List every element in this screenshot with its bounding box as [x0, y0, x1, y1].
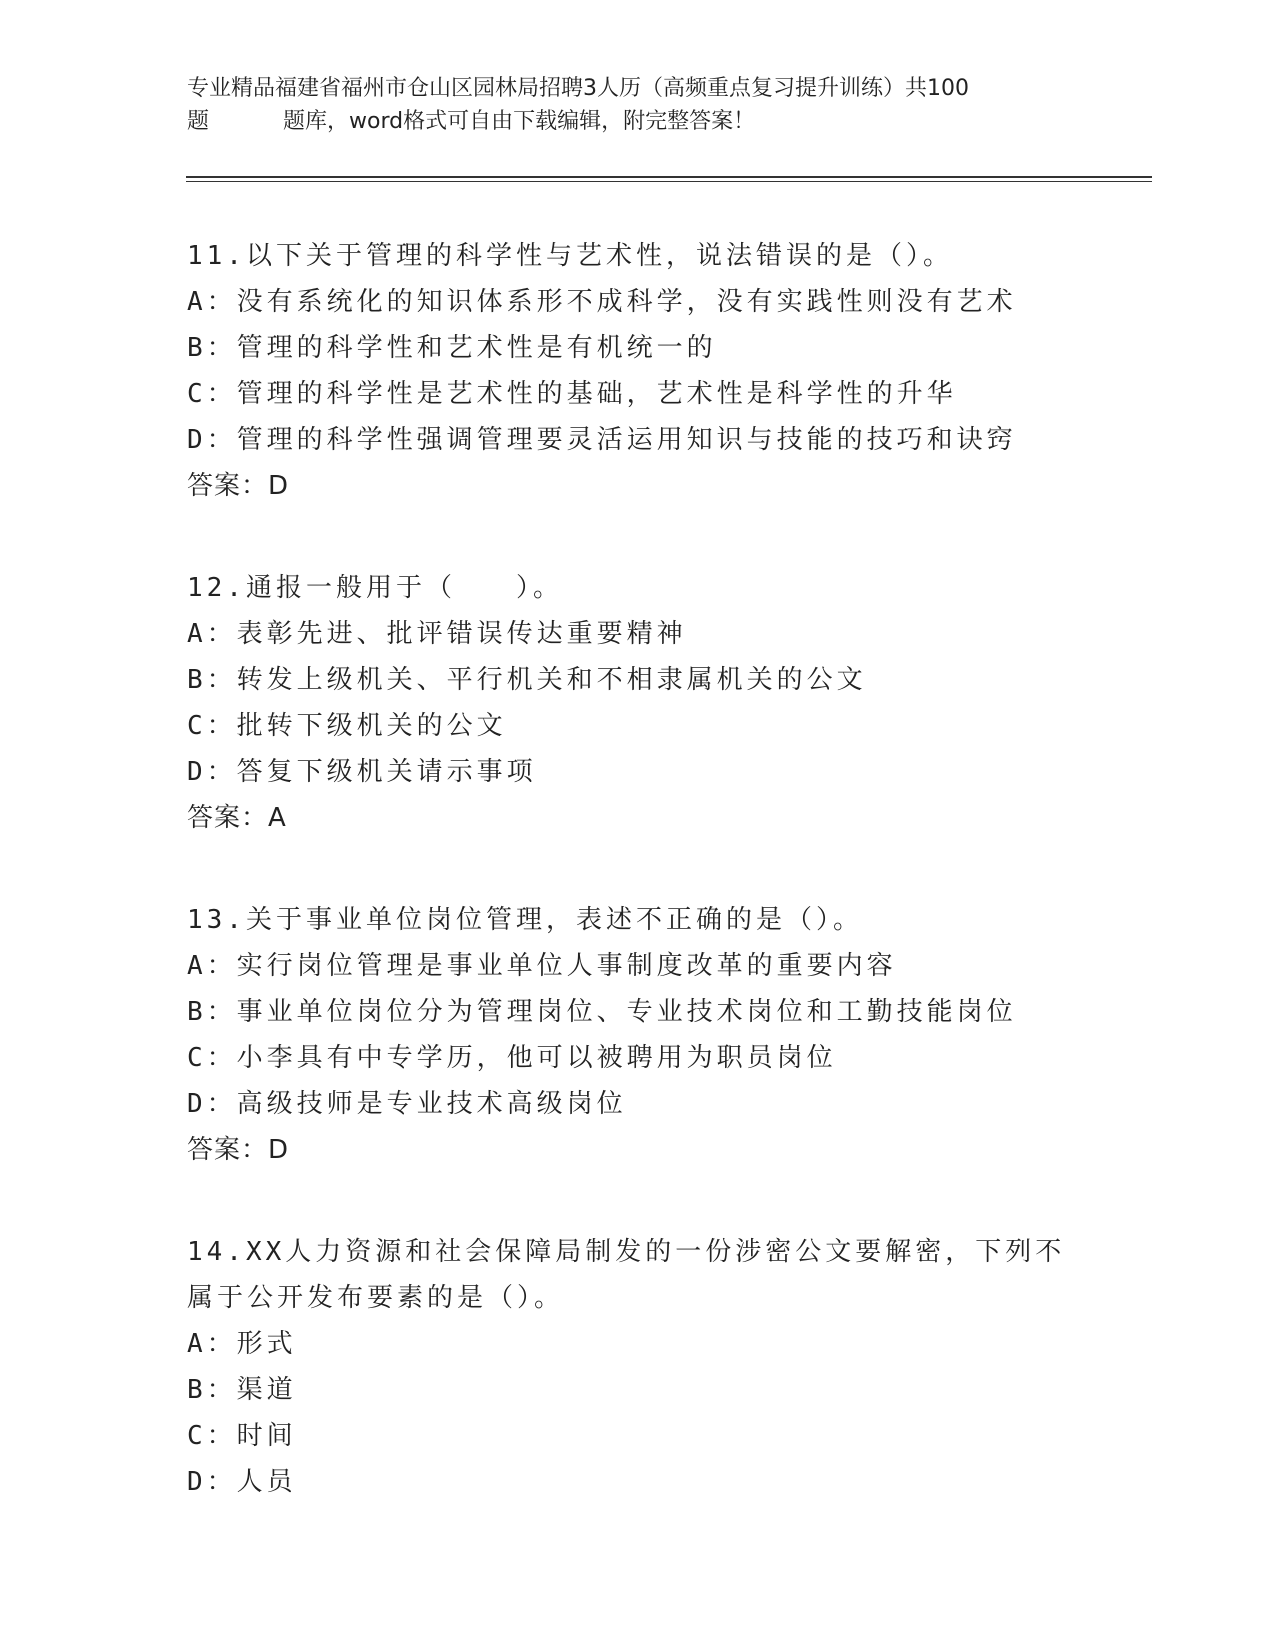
- question-block: [187, 1229, 1087, 1505]
- option-a: A：没有系统化的知识体系形不成科学，没有实践性则没有艺术: [187, 287, 1017, 317]
- header-line-2-left: 题: [187, 109, 210, 134]
- option-d: D：管理的科学性强调管理要灵活运用知识与技能的技巧和诀窍: [187, 425, 1017, 455]
- header-line-2-right: 题库，word格式可自由下载编辑，附完整答案！: [283, 109, 756, 134]
- option-a: A：实行岗位管理是事业单位人事制度改革的重要内容: [187, 951, 897, 981]
- option-b: B：事业单位岗位分为管理岗位、专业技术岗位和工勤技能岗位: [187, 997, 1017, 1027]
- answer-line: 答案：D: [187, 1135, 290, 1165]
- option-c: C：管理的科学性是艺术性的基础，艺术性是科学性的升华: [187, 379, 957, 409]
- header-divider: [186, 176, 1152, 182]
- question-stem: 12.通报一般用于（ ）。: [187, 573, 563, 603]
- option-b: B：管理的科学性和艺术性是有机统一的: [187, 333, 717, 363]
- answer-line: 答案：A: [187, 803, 287, 833]
- header-line-2: [187, 105, 1087, 138]
- option-c: C：时间: [187, 1421, 297, 1451]
- document-header: [187, 72, 1087, 138]
- option-c: C：小李具有中专学历，他可以被聘用为职员岗位: [187, 1043, 837, 1073]
- option-b: B：渠道: [187, 1375, 297, 1405]
- option-d: D：人员: [187, 1467, 297, 1497]
- option-c: C：批转下级机关的公文: [187, 711, 507, 741]
- question-block: [187, 233, 1087, 509]
- option-d: D：高级技师是专业技术高级岗位: [187, 1089, 627, 1119]
- question-block: [187, 565, 1087, 841]
- header-line-1: 专业精品福建省福州市仓山区园林局招聘3人历（高频重点复习提升训练）共100: [187, 76, 969, 101]
- question-stem: 14.XX人力资源和社会保障局制发的一份涉密公文要解密，下列不属于公开发布要素的是（）。: [187, 1237, 1066, 1313]
- option-b: B：转发上级机关、平行机关和不相隶属机关的公文: [187, 665, 867, 695]
- question-list: [187, 233, 1087, 1561]
- question-block: [187, 897, 1087, 1173]
- option-a: A：形式: [187, 1329, 297, 1359]
- answer-line: 答案：D: [187, 471, 290, 501]
- question-stem: 11.以下关于管理的科学性与艺术性，说法错误的是（）。: [187, 241, 953, 271]
- option-a: A：表彰先进、批评错误传达重要精神: [187, 619, 687, 649]
- question-stem: 13.关于事业单位岗位管理，表述不正确的是（）。: [187, 905, 863, 935]
- option-d: D：答复下级机关请示事项: [187, 757, 537, 787]
